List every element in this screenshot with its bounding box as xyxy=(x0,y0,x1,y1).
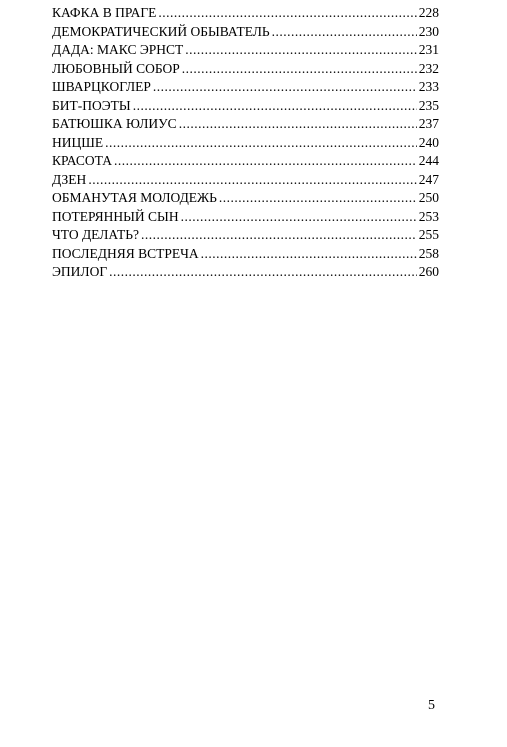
toc-entry-page: 255 xyxy=(418,227,439,242)
toc-entry-title: ШВАРЦКОГЛЕР xyxy=(52,79,151,94)
toc-entry xyxy=(52,208,439,227)
toc-entry-title: ЛЮБОВНЫЙ СОБОР xyxy=(52,60,180,76)
dot-leader xyxy=(219,189,417,208)
dot-leader xyxy=(88,171,416,190)
toc-entry-title: ДЗЕН xyxy=(52,171,87,187)
toc-entry xyxy=(52,41,439,60)
toc-entry-title: ДЕМОКРАТИЧЕСКИЙ ОБЫВАТЕЛЬ xyxy=(52,23,270,39)
dot-leader xyxy=(185,41,416,60)
toc-entry-title: ОБМАНУТАЯ МОЛОДЕЖЬ xyxy=(52,190,217,205)
toc-entry xyxy=(52,23,439,42)
dot-leader xyxy=(133,97,417,116)
toc-entry-title: ЭПИЛОГ xyxy=(52,264,108,279)
page-number: 5 xyxy=(428,698,435,713)
toc-entry-page: 232 xyxy=(418,60,439,76)
toc-entry-title: ПОТЕРЯННЫЙ СЫН xyxy=(52,208,179,224)
toc-entry xyxy=(52,171,439,190)
toc-entry-page: 258 xyxy=(418,245,439,261)
toc-entry xyxy=(52,134,439,153)
toc-entry-page: 250 xyxy=(418,190,439,205)
toc-entry xyxy=(52,189,439,208)
dot-leader xyxy=(179,115,417,134)
toc-entry xyxy=(52,226,439,245)
toc-entry-title: ПОСЛЕДНЯЯ ВСТРЕЧА xyxy=(52,245,199,261)
toc-entry-title: ЧТО ДЕЛАТЬ? xyxy=(52,227,139,242)
dot-leader xyxy=(201,245,417,264)
toc-entry-title: БАТЮШКА ЮЛИУС xyxy=(52,116,177,131)
toc-entry-title: КРАСОТА xyxy=(52,153,112,168)
dot-leader xyxy=(105,134,417,153)
toc-entry xyxy=(52,263,439,282)
toc-entry-page: 235 xyxy=(418,97,439,113)
dot-leader xyxy=(141,226,417,245)
toc-entry-page: 253 xyxy=(418,208,439,224)
toc-entry-title: БИТ-ПОЭТЫ xyxy=(52,97,131,113)
toc-entry xyxy=(52,4,439,23)
toc-entry-page: 231 xyxy=(418,42,439,57)
toc-entry-page: 228 xyxy=(418,5,439,20)
toc-entry-page: 240 xyxy=(418,134,439,150)
dot-leader xyxy=(182,60,417,79)
toc-entry xyxy=(52,152,439,171)
toc-entry xyxy=(52,115,439,134)
toc-entry-title: ДАДА: МАКС ЭРНСТ xyxy=(52,42,184,57)
dot-leader xyxy=(158,4,416,23)
toc-entry-page: 230 xyxy=(418,23,439,39)
toc-entry xyxy=(52,78,439,97)
dot-leader xyxy=(153,78,417,97)
toc-entry-page: 260 xyxy=(418,264,439,279)
dot-leader xyxy=(272,23,417,42)
toc-entry xyxy=(52,97,439,116)
toc-entry-title: КАФКА В ПРАГЕ xyxy=(52,5,157,20)
dot-leader xyxy=(114,152,417,171)
toc-entry xyxy=(52,60,439,79)
toc-entry xyxy=(52,245,439,264)
table-of-contents xyxy=(52,4,439,282)
toc-entry-page: 233 xyxy=(418,79,439,94)
toc-entry-page: 247 xyxy=(418,171,439,187)
dot-leader xyxy=(109,263,417,282)
toc-entry-page: 244 xyxy=(418,153,439,168)
toc-entry-title: НИЦШЕ xyxy=(52,134,104,150)
dot-leader xyxy=(181,208,417,227)
toc-entry-page: 237 xyxy=(418,116,439,131)
